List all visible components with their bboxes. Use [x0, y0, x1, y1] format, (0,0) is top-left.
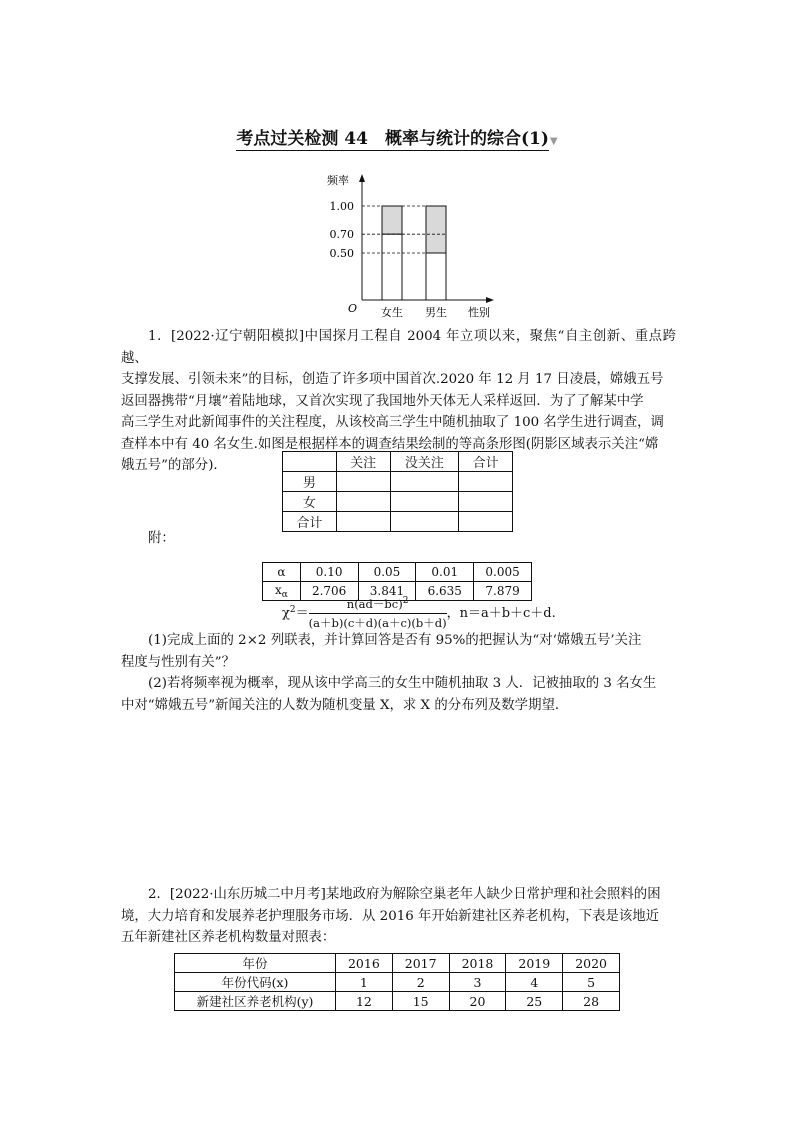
- tick-label: 0.70: [329, 228, 354, 242]
- table-cell: 3: [449, 973, 506, 992]
- table-cell: [336, 512, 390, 532]
- x-axis-label: 性别: [468, 306, 490, 319]
- tick-label: 1.00: [329, 200, 354, 213]
- table-header: 没关注: [390, 452, 459, 472]
- page-title: [0, 124, 794, 149]
- table-row: [263, 563, 532, 582]
- collapse-triangle-icon: ▼: [549, 136, 558, 147]
- table-header: 年份代码(x): [175, 973, 336, 992]
- y-axis-arrow-icon: [359, 174, 365, 182]
- table-cell: 2017: [392, 954, 449, 973]
- table-header: 新建社区养老机构(y): [175, 992, 336, 1011]
- table-cell: 12: [336, 992, 393, 1011]
- table-cell: 6.635: [416, 582, 474, 601]
- alpha-subscript: α: [281, 589, 288, 600]
- chi-symbol: χ: [282, 606, 290, 621]
- category-label: 男生: [425, 306, 447, 319]
- elderly-care-table: [174, 953, 620, 1011]
- table-cell: [390, 472, 459, 492]
- table-cell: [459, 512, 513, 532]
- table-cell: 20: [449, 992, 506, 1011]
- origin-label: O: [348, 302, 358, 315]
- table-cell: 2.706: [300, 582, 358, 601]
- fraction-numerator: [309, 596, 447, 614]
- tick-label: 0.50: [329, 247, 354, 260]
- bar-shaded-segment: [382, 206, 402, 234]
- table-cell: 0.01: [416, 563, 474, 582]
- question-2-text: [121, 884, 676, 949]
- q2-line: 五年新建社区养老机构数量对照表：: [121, 930, 336, 945]
- table-cell: 3.841: [358, 582, 416, 601]
- q1-line: 返回器携带“月壤”着陆地球，又首次实现了我国地外天体无人采样返回．为了了解某中学: [121, 393, 644, 409]
- table-cell: 5: [563, 973, 620, 992]
- q2-line: 2．[2022·山东历城二中月考]某地政府为解除空巢老年人缺少日常护理和社会照料的困: [148, 887, 661, 902]
- table-cell: 4: [506, 973, 563, 992]
- category-label: 女生: [381, 306, 403, 319]
- table-cell: 2020: [563, 954, 620, 973]
- chi-square-formula: [282, 596, 556, 631]
- table-cell: 28: [563, 992, 620, 1011]
- appendix-text: 附：: [148, 531, 175, 546]
- table-cell: 2019: [506, 954, 563, 973]
- stacked-bar-chart: [300, 170, 500, 320]
- table-row: [283, 492, 513, 512]
- title-text: 考点过关检测 44 概率与统计的综合(1): [236, 129, 549, 149]
- sub1-line: (1)完成上面的 2×2 列联表，并计算回答是否有 95%的把握认为“对‘嫦娥五号’关注: [148, 633, 642, 648]
- question-1-subquestions: [121, 630, 676, 716]
- table-header: α: [263, 563, 301, 582]
- table-row: [283, 452, 513, 472]
- q1-line: 查样本中有 40 名女生.如图是根据样本的调查结果绘制的等高条形图(阴影区域表示关注“嫦: [121, 436, 659, 452]
- q1-line: 1．[2022·辽宁朝阳模拟]中国探月工程自 2004 年立项以来，聚焦“自主创新、重点跨越、: [121, 329, 676, 366]
- bar-plain-segment: [382, 234, 402, 300]
- chi-exponent: 2: [289, 605, 296, 615]
- contingency-table: [282, 451, 513, 532]
- numerator-exponent: 2: [402, 596, 409, 606]
- x-axis-arrow-icon: [486, 297, 494, 303]
- q2-line: 境，大力培育和发展养老护理服务市场．从 2016 年开始新建社区养老机构，下表是该地近: [121, 908, 660, 924]
- table-row: [175, 992, 620, 1011]
- numerator-text: n(ad－bc): [346, 597, 403, 611]
- table-cell: 0.05: [358, 563, 416, 582]
- table-cell: 25: [506, 992, 563, 1011]
- x-symbol: x: [274, 582, 282, 597]
- fraction: [309, 596, 447, 631]
- bar-shaded-segment: [426, 206, 446, 253]
- table-cell: [336, 472, 390, 492]
- table-row: [283, 472, 513, 492]
- sub1-line: 程度与性别有关”？: [121, 654, 235, 670]
- table-cell: 2: [392, 973, 449, 992]
- table-cell: 0.10: [300, 563, 358, 582]
- table-cell: 2016: [336, 954, 393, 973]
- table-cell: 0.005: [474, 563, 532, 582]
- table-cell: [390, 492, 459, 512]
- formula-tail: ，n＝a＋b＋c＋d.: [446, 606, 556, 621]
- table-cell: [459, 472, 513, 492]
- table-cell: 1: [336, 973, 393, 992]
- table-cell: 7.879: [474, 582, 532, 601]
- q1-line: 娥五号”的部分)．: [121, 458, 227, 473]
- table-header: 年份: [175, 954, 336, 973]
- y-axis-label: 频率: [327, 174, 349, 187]
- appendix-label: [121, 528, 181, 550]
- equals-sign: ＝: [295, 606, 309, 621]
- table-row: [283, 512, 513, 532]
- row-label: 女: [283, 492, 337, 512]
- table-header: 合计: [459, 452, 513, 472]
- row-label: 合计: [283, 512, 337, 532]
- sub2-line: 中对“嫦娥五号”新闻关注的人数为随机变量 X，求 X 的分布列及数学期望．: [121, 697, 569, 713]
- table-cell: 15: [392, 992, 449, 1011]
- q1-line: 高三学生对此新闻事件的关注程度，从该校高三学生中随机抽取了 100 名学生进行调查，调: [121, 415, 664, 430]
- q1-line: 支撑发展、引领未来”的目标，创造了许多项中国首次.2020 年 12 月 17 日凌晨，嫦娥五号: [121, 372, 664, 387]
- table-cell: 2018: [449, 954, 506, 973]
- table-row: [175, 973, 620, 992]
- fraction-denominator: (a＋b)(c＋d)(a＋c)(b＋d): [308, 616, 447, 630]
- table-cell: [390, 512, 459, 532]
- bar-plain-segment: [426, 253, 446, 300]
- table-header: 关注: [336, 452, 390, 472]
- row-label: 男: [283, 472, 337, 492]
- table-cell: [336, 492, 390, 512]
- table-cell: [459, 492, 513, 512]
- table-cell: [283, 452, 337, 472]
- sub2-line: (2)若将频率视为概率，现从该中学高三的女生中随机抽取 3 人．记被抽取的 3 名女生: [148, 676, 657, 691]
- table-row: [175, 954, 620, 973]
